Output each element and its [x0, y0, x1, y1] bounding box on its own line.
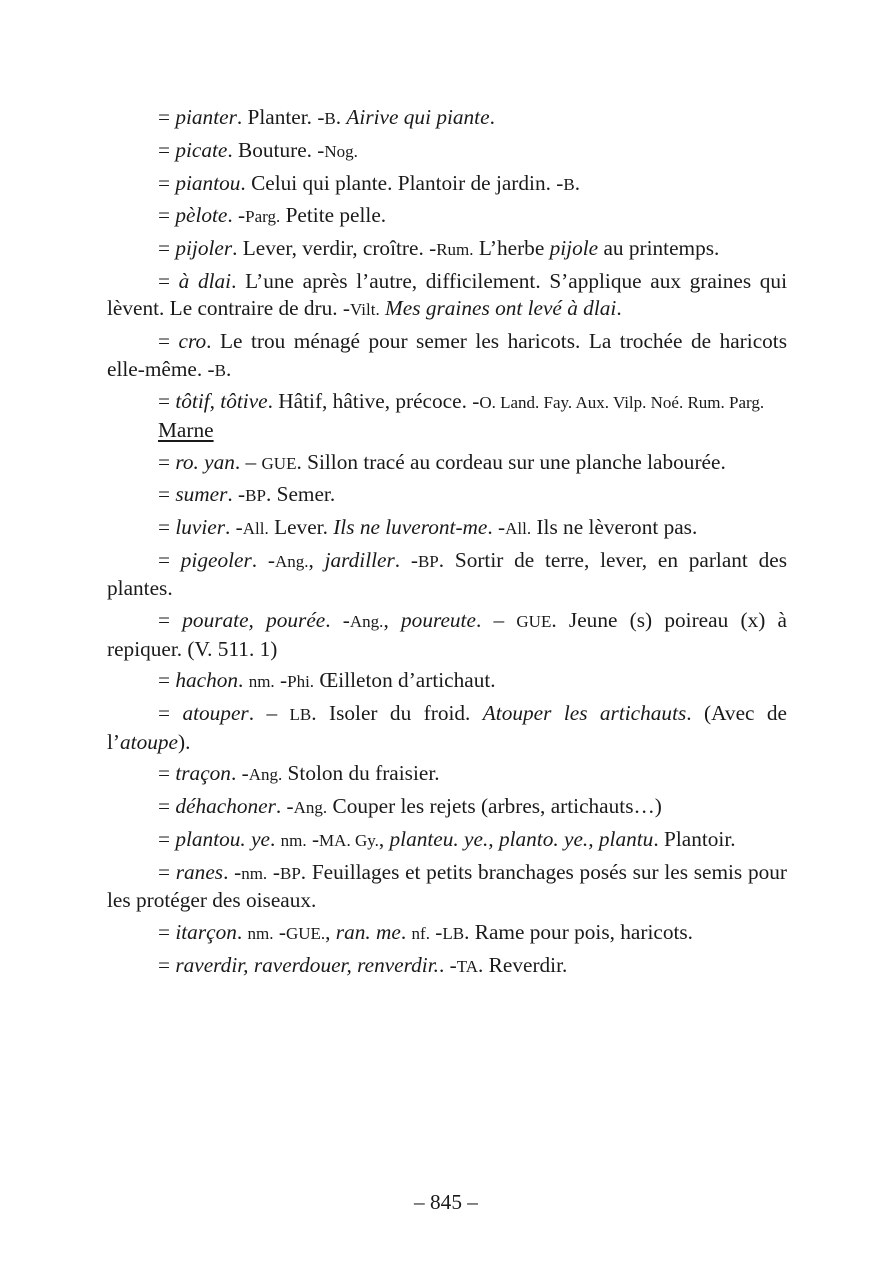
entry-text: = — [158, 701, 183, 726]
entry-text: . L’une après l’autre, difficilement. S’applique aux graines qui lèvent. Le contraire de dru. - — [107, 268, 787, 321]
dictionary-entry — [107, 700, 787, 756]
source-abbreviation: MA. Gy. — [319, 830, 379, 850]
entry-text: - — [273, 919, 286, 944]
entry-text: . - — [230, 761, 249, 786]
entry-text: - — [429, 919, 443, 944]
headword-text: pijole — [549, 236, 599, 261]
entry-text: = — [158, 329, 179, 354]
entry-text: . – — [248, 701, 290, 726]
entry-text: . Sillon tracé au cordeau sur une planche labourée. — [296, 449, 726, 474]
headword-text: itarçon — [175, 919, 237, 944]
dictionary-entry — [107, 449, 787, 477]
headword-text: Ils ne luveront-me — [333, 515, 488, 540]
headword-text: ro. yan — [175, 449, 235, 474]
section-heading — [107, 417, 787, 444]
source-abbreviation: All. — [242, 519, 269, 539]
entry-text: = — [158, 268, 179, 293]
entry-text: . Reverdir. — [478, 952, 568, 977]
headword-text: plantou. ye — [175, 826, 270, 851]
entry-text: = — [158, 826, 176, 851]
source-abbreviation: LB — [289, 705, 312, 725]
entry-text: . - — [275, 794, 294, 819]
entry-text: . Rame pour pois, haricots. — [464, 919, 694, 944]
entry-text: . Sortir de terre, lever, en parlant des plantes. — [107, 547, 787, 601]
headword-text: Mes graines ont levé à dlai — [385, 296, 617, 321]
entry-text: . - — [223, 859, 242, 884]
entry-text: = — [158, 389, 176, 414]
dictionary-entry — [107, 170, 787, 198]
section-heading-text: Marne — [158, 417, 214, 442]
entry-text: = — [158, 547, 181, 572]
entry-text: . Hâtif, hâtive, précoce. - — [267, 389, 480, 414]
entry-text: . — [269, 826, 281, 851]
entry-text: , — [308, 547, 325, 572]
dictionary-entry — [107, 859, 787, 915]
entry-text: L’herbe — [473, 236, 550, 261]
entry-text: . — [225, 356, 232, 381]
dictionary-entry — [107, 826, 787, 854]
headword-text: raverdir, raverdouer, renverdir. — [175, 952, 439, 977]
source-abbreviation: GUE. — [285, 923, 326, 943]
entry-text: . - — [227, 203, 246, 228]
source-abbreviation: Rum. — [436, 240, 474, 260]
entry-text: = — [158, 919, 176, 944]
entry-text: . - — [251, 547, 275, 572]
entry-text: ). — [177, 729, 191, 754]
entry-text: . — [616, 296, 622, 321]
entry-text: = — [158, 761, 176, 786]
page-number: – 845 – — [414, 1190, 478, 1214]
headword-text: atoupe — [120, 729, 178, 754]
source-abbreviation: BP — [417, 551, 439, 571]
headword-text: picate — [175, 137, 228, 162]
dictionary-entry — [107, 952, 787, 980]
entry-text: . Planter. - — [236, 105, 325, 129]
entry-text: . Lever, verdir, croître. - — [232, 236, 437, 261]
source-abbreviation: All. — [505, 519, 532, 539]
headword-text: traçon — [175, 761, 231, 786]
source-abbreviation: LB — [442, 923, 465, 943]
entry-text: . - — [325, 608, 350, 633]
dictionary-entry — [107, 202, 787, 230]
headword-text: piantou — [175, 170, 241, 195]
source-abbreviation: nf. — [411, 923, 430, 943]
source-abbreviation: B — [563, 174, 575, 194]
entry-text: , — [383, 608, 402, 633]
headword-text: luvier — [175, 515, 226, 540]
dictionary-entry — [107, 793, 787, 821]
entry-text: Petite pelle. — [280, 203, 387, 228]
headword-text: sumer — [175, 482, 228, 507]
source-abbreviation: O. Land. Fay. Aux. Vilp. Noé. Rum. Parg. — [479, 393, 765, 413]
page-body — [107, 104, 787, 980]
entry-text: = — [158, 170, 176, 195]
entry-text: . — [335, 105, 347, 129]
entry-text: - — [274, 668, 288, 693]
dictionary-entry — [107, 235, 787, 263]
dictionary-entry — [107, 547, 787, 603]
dictionary-entry — [107, 667, 787, 695]
source-abbreviation: GUE — [261, 453, 297, 473]
source-abbreviation: TA — [456, 956, 479, 976]
dictionary-entry — [107, 104, 787, 132]
dictionary-entry — [107, 481, 787, 509]
dictionary-entry — [107, 919, 787, 947]
headword-text: pourate, pourée — [182, 608, 326, 633]
entry-text: = — [158, 608, 183, 633]
entry-text: . — [236, 919, 248, 944]
entries-before — [107, 104, 787, 417]
dictionary-entry — [107, 607, 787, 663]
headword-text: planteu. ye., planto. ye., plantu — [389, 826, 654, 851]
entry-text: . — [238, 668, 249, 693]
headword-text: à dlai — [178, 268, 232, 293]
dictionary-entry — [107, 328, 787, 384]
source-abbreviation: Vilt. — [350, 300, 380, 320]
entry-text: = — [158, 449, 176, 474]
entry-text: . Plantoir. — [653, 826, 736, 851]
headword-text: cro — [178, 329, 207, 354]
entry-text: . (Avec de l’ — [107, 701, 787, 754]
entries-after — [107, 449, 787, 981]
headword-text: tôtif, tôtive — [175, 389, 268, 414]
source-abbreviation: BP — [245, 486, 266, 506]
entry-text: . - — [438, 952, 457, 977]
source-abbreviation: Parg. — [245, 207, 281, 227]
headword-text: hachon — [175, 668, 239, 693]
headword-text: pianter — [175, 105, 237, 129]
headword-text: pèlote — [175, 203, 228, 228]
entry-text: . Feuillages et petits branchages posés sur les semis pour les protéger des oiseaux. — [107, 859, 787, 913]
entry-text: = — [158, 952, 176, 977]
source-abbreviation: Phi. — [287, 672, 315, 692]
entry-text: = — [158, 859, 176, 884]
entry-text: = — [158, 794, 176, 819]
source-abbreviation: nm. — [248, 672, 275, 692]
source-abbreviation: Ang. — [248, 765, 283, 785]
entry-text: = — [158, 236, 176, 261]
entry-text: . Bouture. - — [227, 137, 325, 162]
headword-text: Airive qui piante — [346, 105, 490, 129]
source-abbreviation: nm. — [280, 830, 307, 850]
source-abbreviation: BP — [280, 863, 301, 883]
dictionary-entry — [107, 268, 787, 324]
entry-text: - — [306, 826, 320, 851]
source-abbreviation: nm. — [247, 923, 274, 943]
entry-text: = — [158, 668, 176, 693]
entry-text: = — [158, 203, 176, 228]
source-abbreviation: GUE — [516, 612, 552, 632]
entry-text: . — [489, 105, 495, 129]
headword-text: pigeoler — [180, 547, 252, 572]
entry-text: Ils ne lèveront pas. — [531, 515, 698, 540]
entry-text: . Celui qui plante. Plantoir de jardin. - — [240, 170, 564, 195]
headword-text: pijoler — [175, 236, 233, 261]
entry-text: . - — [225, 515, 243, 540]
dictionary-entry — [107, 137, 787, 165]
headword-text: déhachoner — [175, 794, 276, 819]
entry-text: . Isoler du froid. — [311, 701, 483, 726]
entry-text: = — [158, 137, 176, 162]
entry-text: . — [574, 170, 581, 195]
headword-text: Atouper les artichauts — [482, 701, 687, 726]
entry-text: . – — [234, 449, 262, 474]
entry-text: Œilleton d’artichaut. — [314, 668, 496, 693]
entry-text: Couper les rejets (arbres, artichauts…) — [327, 794, 662, 819]
dictionary-entry — [107, 760, 787, 788]
entry-text: . Semer. — [265, 482, 336, 507]
headword-text: ran. me — [335, 919, 401, 944]
entry-text: . - — [394, 547, 418, 572]
entry-text: , — [325, 919, 336, 944]
source-abbreviation: Ang. — [293, 798, 328, 818]
source-abbreviation: Nog. — [324, 141, 358, 161]
source-abbreviation: Ang. — [274, 551, 309, 571]
entry-text: = — [158, 482, 176, 507]
entry-text: - — [267, 859, 280, 884]
headword-text: ranes — [175, 859, 224, 884]
source-abbreviation: B — [214, 360, 226, 380]
headword-text: poureute — [401, 608, 476, 633]
entry-text: Stolon du fraisier. — [282, 761, 440, 786]
source-abbreviation: Ang. — [349, 612, 384, 632]
entry-text: = — [158, 515, 176, 540]
entry-text: , — [378, 826, 390, 851]
source-abbreviation: nm. — [241, 863, 268, 883]
entry-text: = — [158, 105, 176, 129]
headword-text: atouper — [182, 701, 249, 726]
entry-text: . - — [227, 482, 246, 507]
entry-text: au printemps. — [598, 236, 720, 261]
entry-text: . Jeune (s) poireau (x) à repiquer. (V. 511. 1) — [107, 608, 788, 661]
entry-text: . — [400, 919, 412, 944]
dictionary-entry — [107, 388, 787, 416]
headword-text: jardiller — [324, 547, 395, 572]
entry-text: Lever. — [268, 515, 334, 540]
dictionary-entry — [107, 514, 787, 542]
source-abbreviation: B — [324, 109, 336, 128]
entry-text: . – — [475, 608, 517, 633]
entry-text: . Le trou ménagé pour semer les haricots. La trochée de haricots elle-même. - — [107, 329, 787, 381]
entry-text: . - — [487, 515, 506, 540]
